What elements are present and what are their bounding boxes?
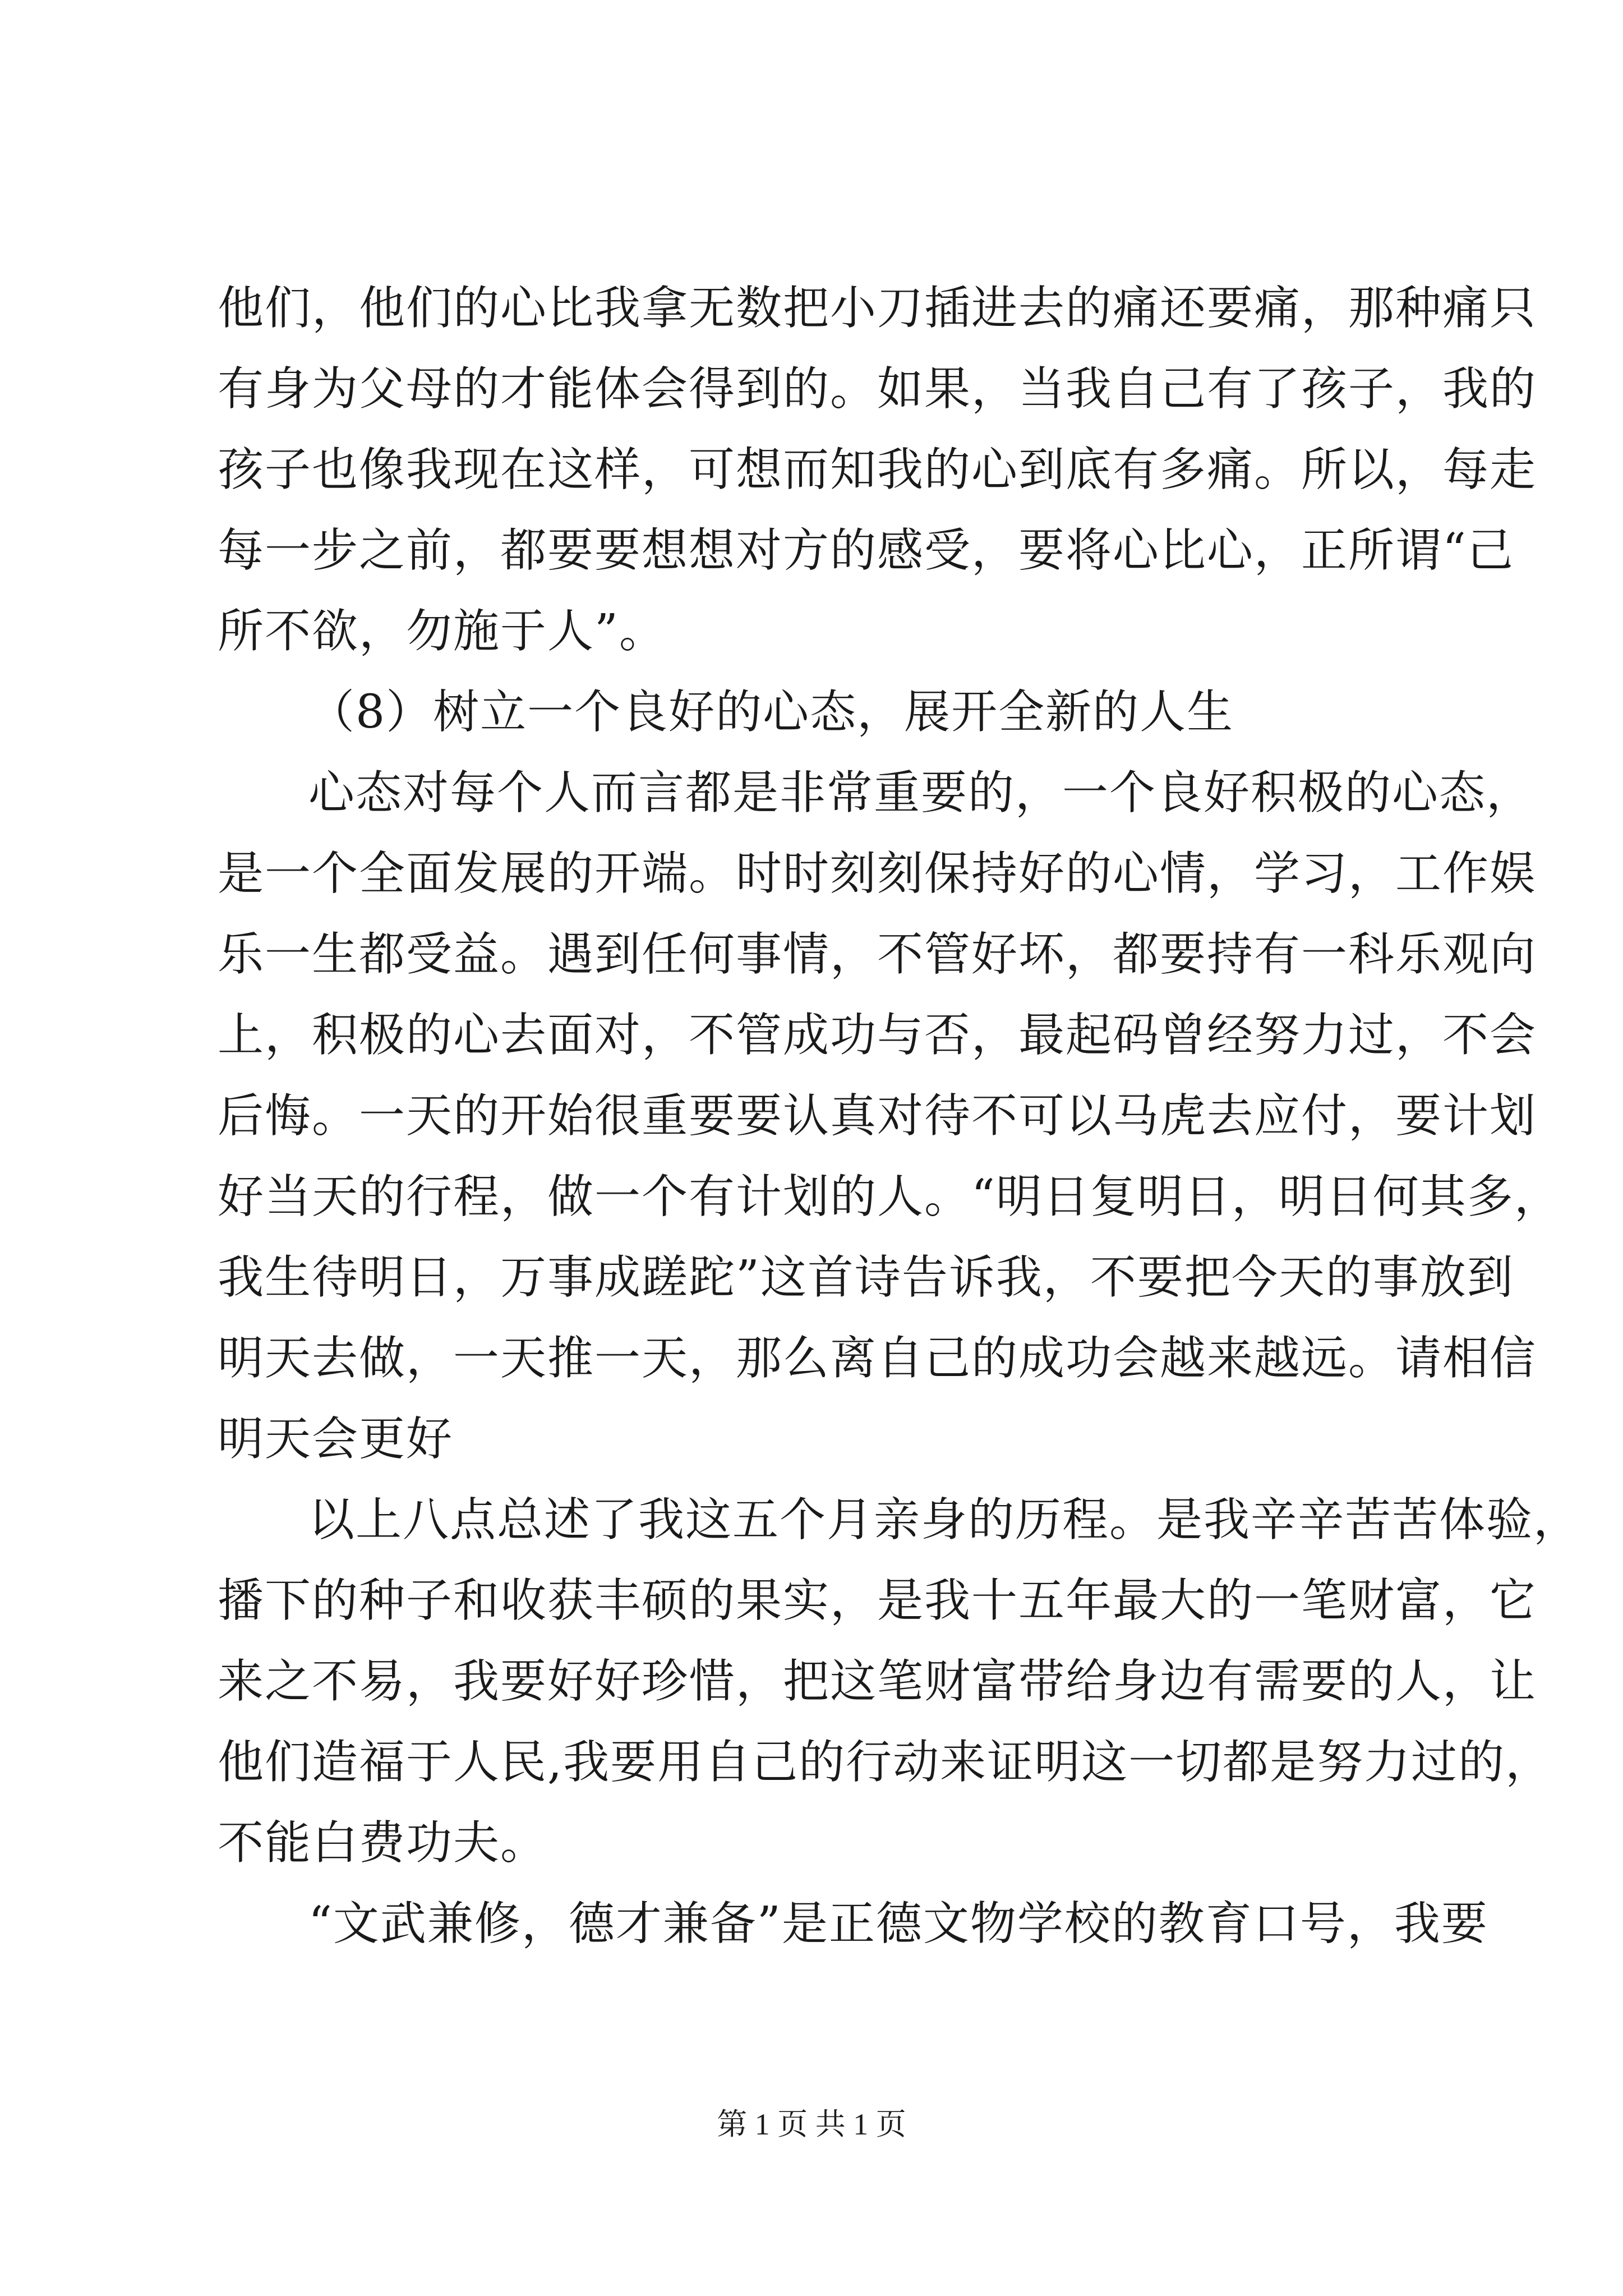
text-line: 每一步之前，都要要想想对方的感受，要将心比心，正所谓“己 [218,524,1514,577]
text-line: 不能白费功夫。 [218,1816,548,1870]
paragraph-start-line: “文武兼修，德才兼备”是正德文物学校的教育口号，我要 [308,1897,1488,1950]
section-heading: （8）树立一个良好的心态，展开全新的人生 [308,685,1234,739]
text-line: 他们造福于人民,我要用自己的行动来证明这一切都是努力过的， [218,1736,1553,1789]
document-body [218,268,1581,1964]
paragraph-start-line: 心态对每个人而言都是非常重要的，一个良好积极的心态， [308,766,1534,820]
text-line: 有身为父母的才能体会得到的。如果，当我自己有了孩子，我的 [218,362,1537,416]
text-line: 他们，他们的心比我拿无数把小刀插进去的痛还要痛，那种痛只 [218,282,1537,335]
text-line: 来之不易，我要好好珍惜，把这笔财富带给身边有需要的人，让 [218,1655,1537,1708]
text-line: 明天去做，一天推一天，那么离自己的成功会越来越远。请相信 [218,1332,1537,1385]
text-line: 好当天的行程，做一个有计划的人。“明日复明日，明日何其多， [218,1170,1561,1223]
text-line: 我生待明日，万事成蹉跎”这首诗告诉我，不要把今天的事放到 [218,1251,1514,1304]
page-footer: 第 1 页 共 1 页 [717,2108,906,2141]
paragraph-start-line: 以上八点总述了我这五个月亲身的历程。是我辛辛苦苦体验， [308,1493,1581,1547]
text-line: 播下的种子和收获丰硕的果实，是我十五年最大的一笔财富，它 [218,1574,1537,1627]
text-line: 上，积极的心去面对，不管成功与否，最起码曾经努力过，不会 [218,1009,1537,1062]
text-line: 明天会更好 [218,1412,454,1466]
text-line: 是一个全面发展的开端。时时刻刻保持好的心情，学习，工作娱 [218,847,1537,900]
text-line: 后悔。一天的开始很重要要认真对待不可以马虎去应付，要计划 [218,1089,1537,1143]
text-line: 孩子也像我现在这样，可想而知我的心到底有多痛。所以，每走 [218,443,1537,496]
text-line: 乐一生都受益。遇到任何事情，不管好坏，都要持有一科乐观向 [218,928,1537,981]
text-line: 所不欲，勿施于人”。 [218,605,666,658]
